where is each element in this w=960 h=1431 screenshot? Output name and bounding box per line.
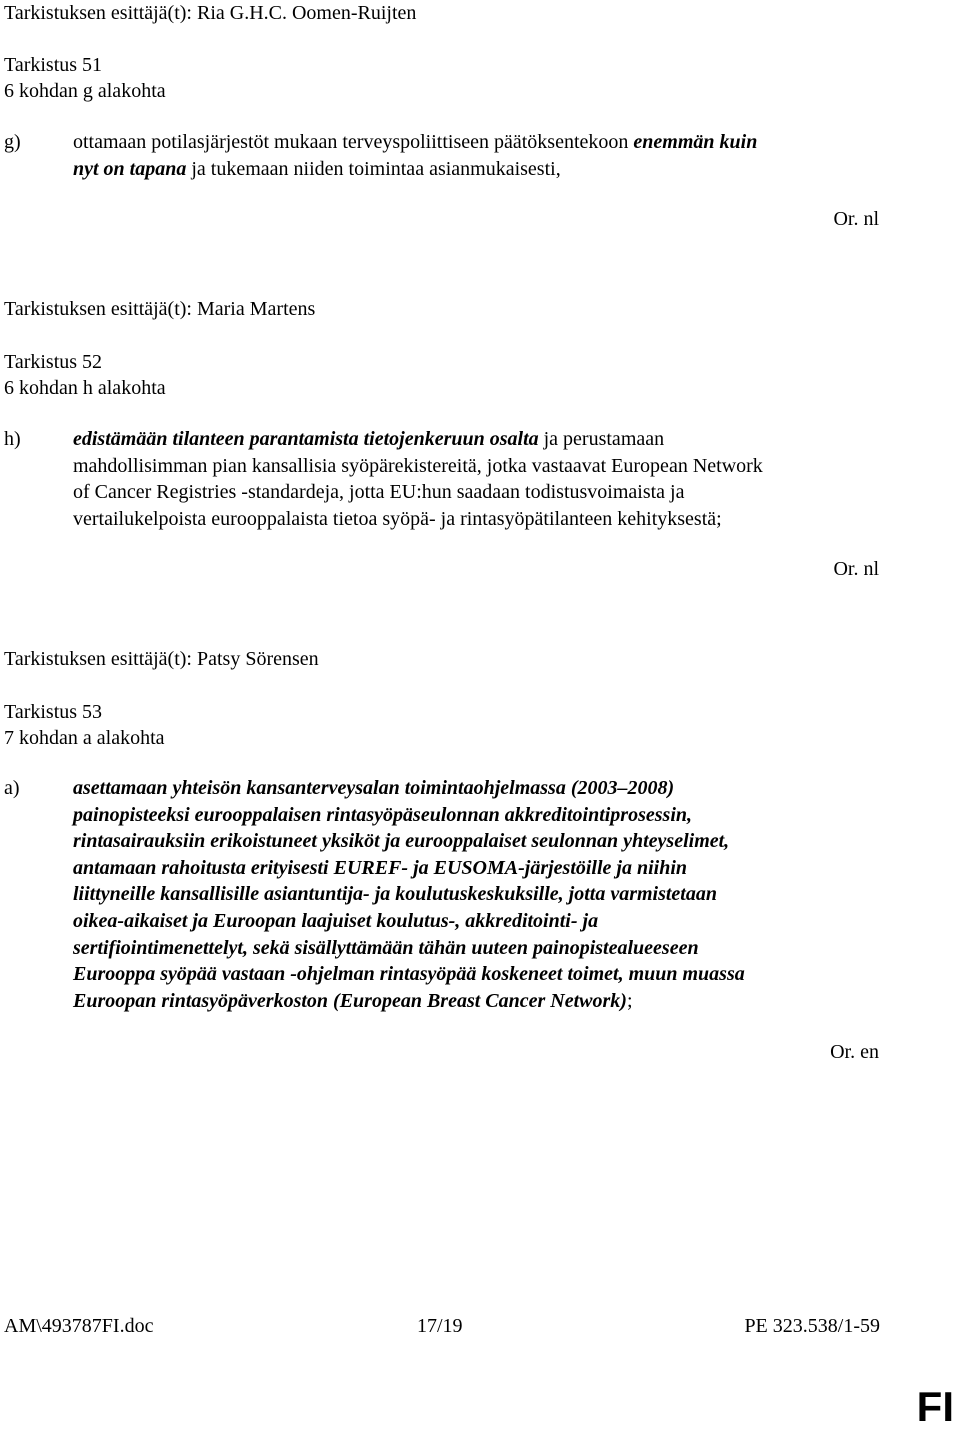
text-line — [73, 828, 893, 855]
text-segment: of Cancer Registries -standardeja, jotta EU:hun saadaan todistusvoimaista ja — [73, 481, 685, 504]
text-segment: Euroopan rintasyöpäverkoston (European Breast Cancer Network) — [73, 989, 627, 1012]
text-line — [73, 426, 893, 453]
original-language: Or. nl — [833, 558, 879, 580]
text-segment: liittyneille kansallisille asiantuntija- ja koulutuskeskuksille, jotta varmistetaan — [73, 883, 717, 906]
text-line — [73, 802, 893, 829]
text-segment: ja perustamaan — [538, 428, 665, 450]
amendment-text — [73, 775, 893, 1014]
text-line — [73, 156, 893, 183]
amendment-number: Tarkistus 51 — [4, 54, 103, 76]
amendment-reference: 6 kohdan h alakohta — [4, 377, 166, 399]
text-segment: mahdollisimman pian kansallisia syöpärekistereitä, jotka vastaavat European Network — [73, 454, 763, 477]
footer-document-code: AM\493787FI.doc — [4, 1315, 154, 1337]
text-line — [73, 453, 893, 480]
text-segment: edistämään tilanteen parantamista tietojenkeruun osalta — [73, 428, 539, 450]
footer-reference: PE 323.538/1-59 — [744, 1315, 880, 1337]
text-segment: ; — [626, 989, 633, 1012]
text-line — [73, 908, 893, 935]
amendment-reference: 7 kohdan a alakohta — [4, 727, 165, 749]
text-segment: vertailukelpoista eurooppalaista tietoa syöpä- ja rintasyöpätilanteen kehityksestä; — [73, 507, 722, 530]
item-letter: h) — [4, 428, 21, 450]
amendment-text — [73, 129, 893, 182]
text-segment: painopisteeksi eurooppalaisen rintasyöpäseulonnan akkreditointiprosessin, — [73, 803, 692, 826]
item-letter: g) — [4, 131, 21, 153]
amendment-author: Tarkistuksen esittäjä(t): Maria Martens — [4, 298, 316, 320]
text-line — [73, 988, 893, 1015]
text-segment: enemmän kuin — [633, 131, 758, 153]
text-segment: antamaan rahoitusta erityisesti EUREF- ja EUSOMA-järjestöille ja niihin — [73, 856, 688, 879]
amendment-author: Tarkistuksen esittäjä(t): Patsy Sörensen — [4, 648, 319, 670]
amendment-author: Tarkistuksen esittäjä(t): Ria G.H.C. Oomen-Ruijten — [4, 2, 417, 24]
original-language: Or. en — [830, 1041, 879, 1063]
text-segment: asettamaan yhteisön kansanterveysalan toimintaohjelmassa (2003–2008) — [73, 777, 675, 799]
text-segment: Eurooppa syöpää vastaan -ohjelman rintasyöpää koskeneet toimet, muun muassa — [73, 963, 745, 986]
text-segment: nyt on tapana — [73, 157, 187, 180]
text-segment: ja tukemaan niiden toimintaa asianmukaisesti, — [186, 157, 561, 180]
amendment-text — [73, 426, 893, 532]
text-line — [73, 479, 893, 506]
amendment-number: Tarkistus 52 — [4, 351, 103, 373]
amendment-reference: 6 kohdan g alakohta — [4, 80, 166, 102]
text-line — [73, 935, 893, 962]
text-line — [73, 129, 893, 156]
text-line — [73, 506, 893, 533]
item-letter: a) — [4, 777, 20, 799]
text-line — [73, 855, 893, 882]
text-line — [73, 961, 893, 988]
text-line — [73, 881, 893, 908]
text-segment: ottamaan potilasjärjestöt mukaan terveyspoliittiseen päätöksentekoon — [73, 131, 634, 153]
original-language: Or. nl — [833, 208, 879, 230]
language-mark: FI — [916, 1383, 954, 1430]
text-segment: oikea-aikaiset ja Euroopan laajuiset koulutus-, akkreditointi- ja — [73, 909, 599, 932]
amendment-number: Tarkistus 53 — [4, 701, 103, 723]
footer-page-number: 17/19 — [417, 1315, 463, 1337]
text-segment: sertifiointimenettelyt, sekä sisällyttämään tähän uuteen painopistealueeseen — [73, 936, 699, 959]
text-segment: rintasairauksiin erikoistuneet yksiköt ja eurooppalaiset seulonnan yhteyselimet, — [73, 830, 730, 853]
text-line — [73, 775, 893, 802]
